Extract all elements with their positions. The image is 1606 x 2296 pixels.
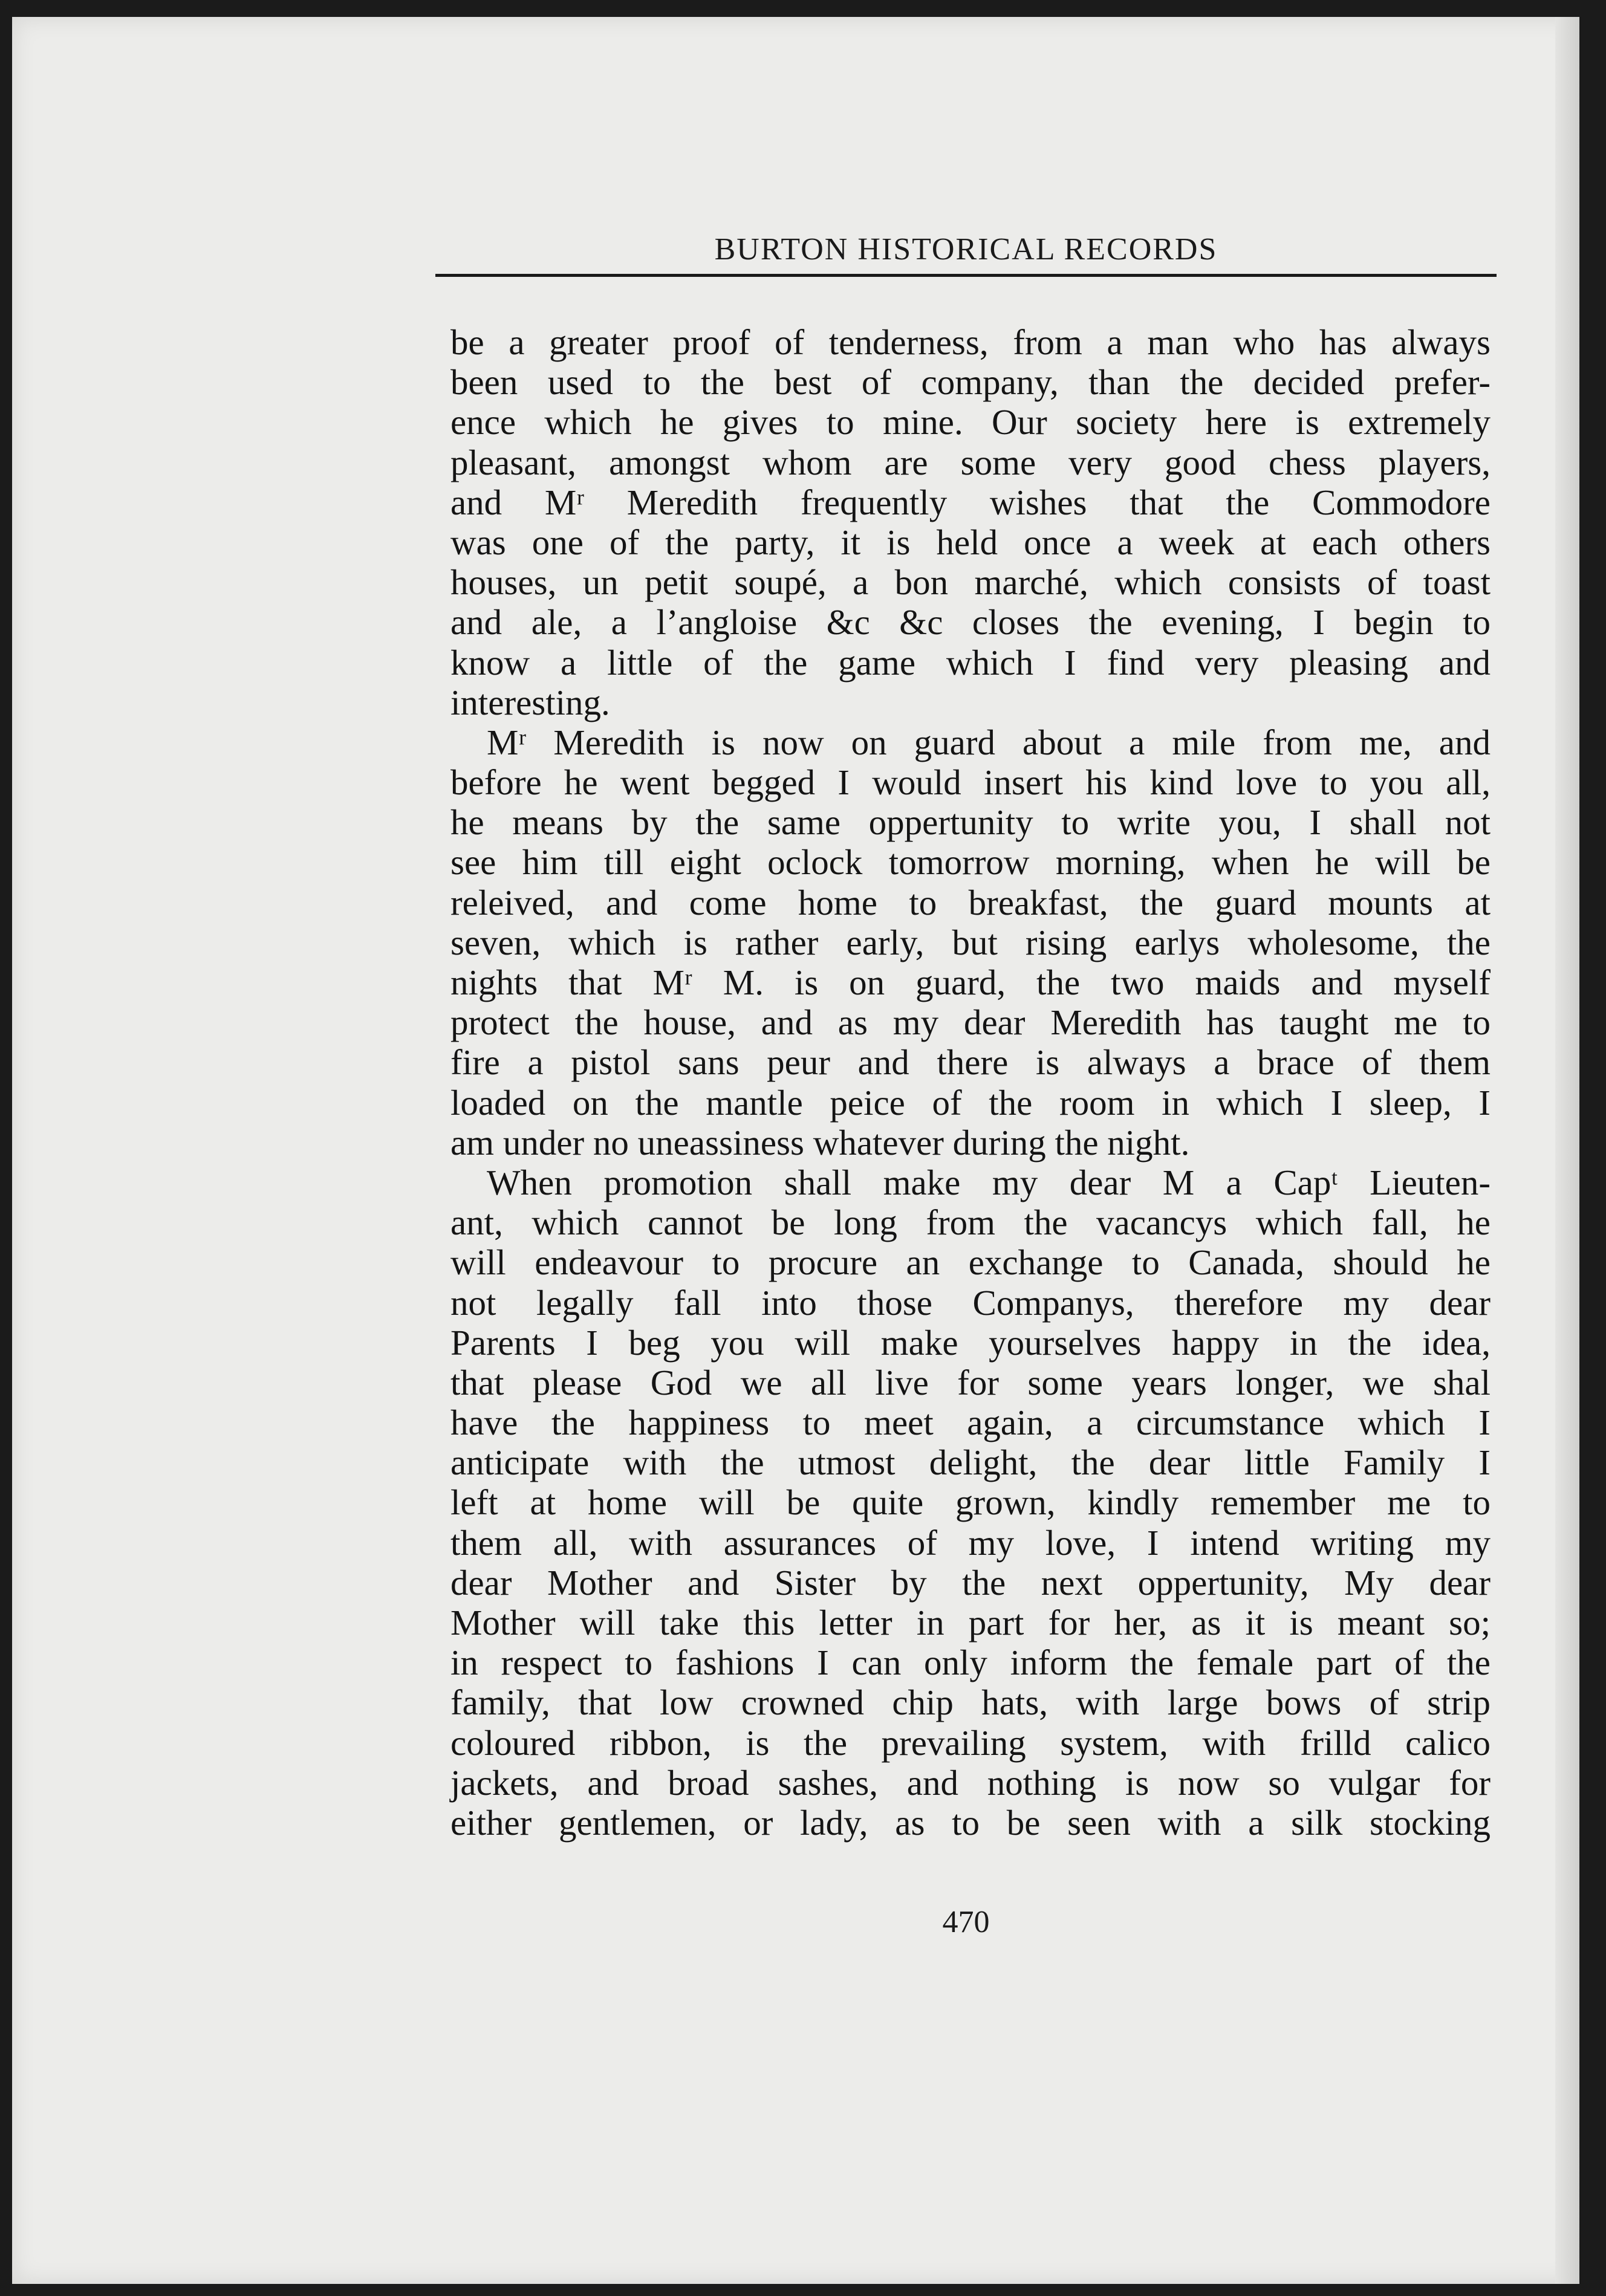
header-rule xyxy=(435,274,1497,277)
text-line: protect the house, and as my dear Meredith has taught me to xyxy=(450,1002,1491,1043)
text-line: and Mʳ Meredith frequently wishes that the Commodore xyxy=(450,482,1491,522)
text-line: been used to the best of company, than the decided prefer- xyxy=(450,362,1491,403)
body-text xyxy=(450,322,1491,1843)
page-edge-shadow xyxy=(1555,17,1579,2284)
text-line: pleasant, amongst whom are some very good chess players, xyxy=(450,442,1491,482)
text-line: be a greater proof of tenderness, from a man who has always xyxy=(450,322,1491,362)
text-line: left at home will be quite grown, kindly remember me to xyxy=(450,1482,1491,1523)
text-line: he means by the same oppertunity to write you, I shall not xyxy=(450,802,1491,843)
paragraph-first-line: Mʳ Meredith is now on guard about a mile from me, and xyxy=(487,722,1491,762)
text-line: before he went begged I would insert his kind love to you all, xyxy=(450,762,1491,803)
text-line: them all, with assurances of my love, I intend writing my xyxy=(450,1522,1491,1563)
text-line: not legally fall into those Companys, therefore my dear xyxy=(450,1282,1491,1323)
text-line: in respect to fashions I can only inform the female part of the xyxy=(450,1643,1491,1683)
text-line: dear Mother and Sister by the next oppertunity, My dear xyxy=(450,1562,1491,1603)
text-line: family, that low crowned chip hats, with large bows of strip xyxy=(450,1682,1491,1723)
paragraph-first-line: When promotion shall make my dear M a Capᵗ Lieuten- xyxy=(487,1162,1491,1202)
text-line: ant, which cannot be long from the vacancys which fall, he xyxy=(450,1202,1491,1243)
text-line: was one of the party, it is held once a week at each others xyxy=(450,522,1491,562)
text-line: seven, which is rather early, but rising earlys wholesome, the xyxy=(450,922,1491,962)
text-line: that please God we all live for some years longer, we shal xyxy=(450,1362,1491,1403)
text-line: Mother will take this letter in part for her, as it is meant so; xyxy=(450,1603,1491,1643)
text-line: see him till eight oclock tomorrow morning, when he will be xyxy=(450,842,1491,883)
text-line: nights that Mʳ M. is on guard, the two maids and myself xyxy=(450,962,1491,1002)
running-head-title: BURTON HISTORICAL RECORDS xyxy=(714,232,1218,267)
text-line: coloured ribbon, is the prevailing system, with frilld calico xyxy=(450,1722,1491,1763)
text-line: anticipate with the utmost delight, the dear little Family I xyxy=(450,1442,1491,1483)
page-number: 470 xyxy=(942,1905,990,1939)
text-line: and ale, a l’angloise &c &c closes the evening, I begin to xyxy=(450,602,1491,643)
text-line: either gentlemen, or lady, as to be seen with a silk stocking xyxy=(450,1802,1491,1843)
text-line: Parents I beg you will make yourselves happy in the idea, xyxy=(450,1322,1491,1363)
text-line: jackets, and broad sashes, and nothing is now so vulgar for xyxy=(450,1762,1491,1803)
text-line: loaded on the mantle peice of the room in which I sleep, I xyxy=(450,1082,1491,1123)
text-line: am under no uneassiness whatever during the night. xyxy=(450,1122,1190,1163)
text-line: know a little of the game which I find very pleasing and xyxy=(450,642,1491,683)
book-page xyxy=(12,17,1579,2284)
text-line: fire a pistol sans peur and there is always a brace of them xyxy=(450,1042,1491,1083)
text-line: houses, un petit soupé, a bon marché, which consists of toast xyxy=(450,562,1491,603)
text-line: interesting. xyxy=(450,682,610,722)
text-line: will endeavour to procure an exchange to Canada, should he xyxy=(450,1242,1491,1283)
text-line: have the happiness to meet again, a circumstance which I xyxy=(450,1403,1491,1443)
text-line: ence which he gives to mine. Our society here is extremely xyxy=(450,402,1491,443)
text-line: releived, and come home to breakfast, the guard mounts at xyxy=(450,882,1491,923)
